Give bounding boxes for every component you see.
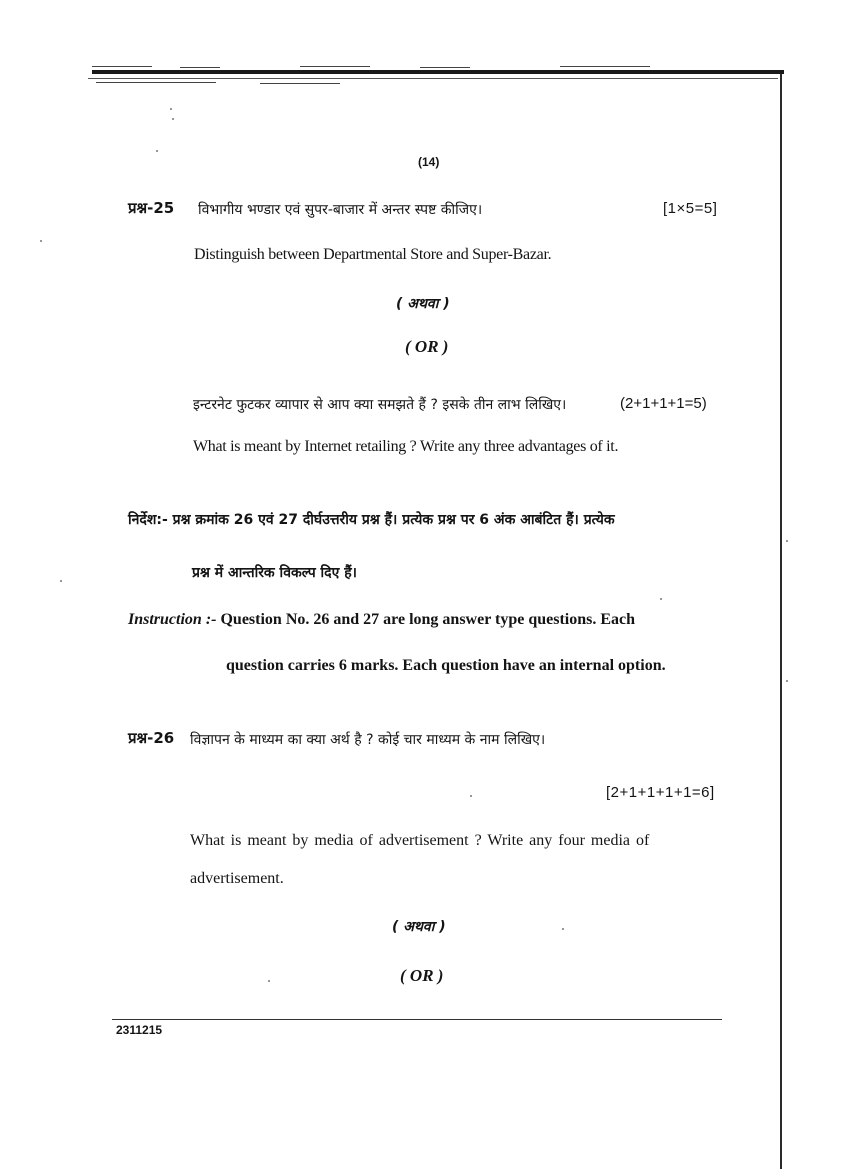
question-25-hindi-text: विभागीय भण्डार एवं सुपर-बाजार में अन्तर स्पष्ट कीजिए। [198, 202, 483, 218]
question-25-marks: [1×5=5] [663, 200, 718, 217]
instruction-english-label: Instruction :- [128, 611, 217, 628]
scan-speck [60, 580, 62, 582]
scan-speck [172, 118, 174, 120]
top-border-dash [96, 82, 216, 83]
instruction-hindi-line-2: प्रश्न में आन्तरिक विकल्प दिए हैं। [192, 565, 357, 581]
instruction-english-line-2: question carries 6 marks. Each question have an internal option. [226, 657, 666, 674]
scan-speck [40, 240, 42, 242]
or-english-label: ( OR ) [405, 337, 449, 356]
scan-speck [156, 150, 158, 152]
top-border-dash [180, 67, 220, 68]
question-26-label: प्रश्न-26 [128, 729, 175, 747]
page-number: (14) [418, 155, 440, 169]
question-26-english-line-1: What is meant by media of advertisement ? Write any four media of [190, 832, 650, 849]
question-26-marks: [2+1+1+1+1=6] [606, 784, 715, 801]
footer-rule [112, 1019, 722, 1020]
or-hindi-label: ( अथवा ) [392, 919, 446, 935]
top-border-dash [92, 66, 152, 67]
scan-speck [470, 795, 472, 797]
page-right-edge [780, 74, 782, 1169]
question-25-label: प्रश्न-25 [128, 199, 175, 217]
scan-speck [660, 598, 662, 600]
scan-speck [170, 108, 172, 110]
paper-code: 2311215 [116, 1023, 163, 1037]
top-border-dash [260, 83, 340, 84]
instruction-english-line-1 [128, 611, 635, 629]
instruction-hindi-line-1: निर्देश:- प्रश्न क्रमांक 26 एवं 27 दीर्घउत्तरीय प्रश्न हैं। प्रत्येक प्रश्न पर 6 अंक आबंटित हैं। प्रत्येक [128, 512, 615, 528]
scan-speck [268, 980, 270, 982]
question-26-hindi-text: विज्ञापन के माध्यम का क्या अर्थ है ? कोई चार माध्यम के नाम लिखिए। [190, 732, 546, 748]
top-border-dash [560, 66, 650, 67]
or-english-label: ( OR ) [400, 966, 444, 985]
question-26-english-line-2: advertisement. [190, 870, 284, 887]
scan-speck [562, 928, 564, 930]
scan-speck [786, 540, 788, 542]
top-border-rule [92, 70, 784, 74]
question-25-alternative-marks: (2+1+1+1=5) [620, 395, 707, 412]
top-border-rule-thin [88, 78, 778, 79]
or-hindi-label: ( अथवा ) [396, 296, 450, 312]
question-25-alternative-english-text: What is meant by Internet retailing ? Write any three advantages of it. [193, 438, 619, 455]
question-25-alternative-hindi-text: इन्टरनेट फुटकर व्यापार से आप क्या समझते हैं ? इसके तीन लाभ लिखिए। [193, 397, 567, 413]
instruction-english-text: Question No. 26 and 27 are long answer type questions. Each [216, 611, 636, 628]
top-border-dash [300, 66, 370, 67]
top-border-dash [420, 67, 470, 68]
scan-speck [786, 680, 788, 682]
question-25-english-text: Distinguish between Departmental Store and Super-Bazar. [194, 246, 552, 263]
